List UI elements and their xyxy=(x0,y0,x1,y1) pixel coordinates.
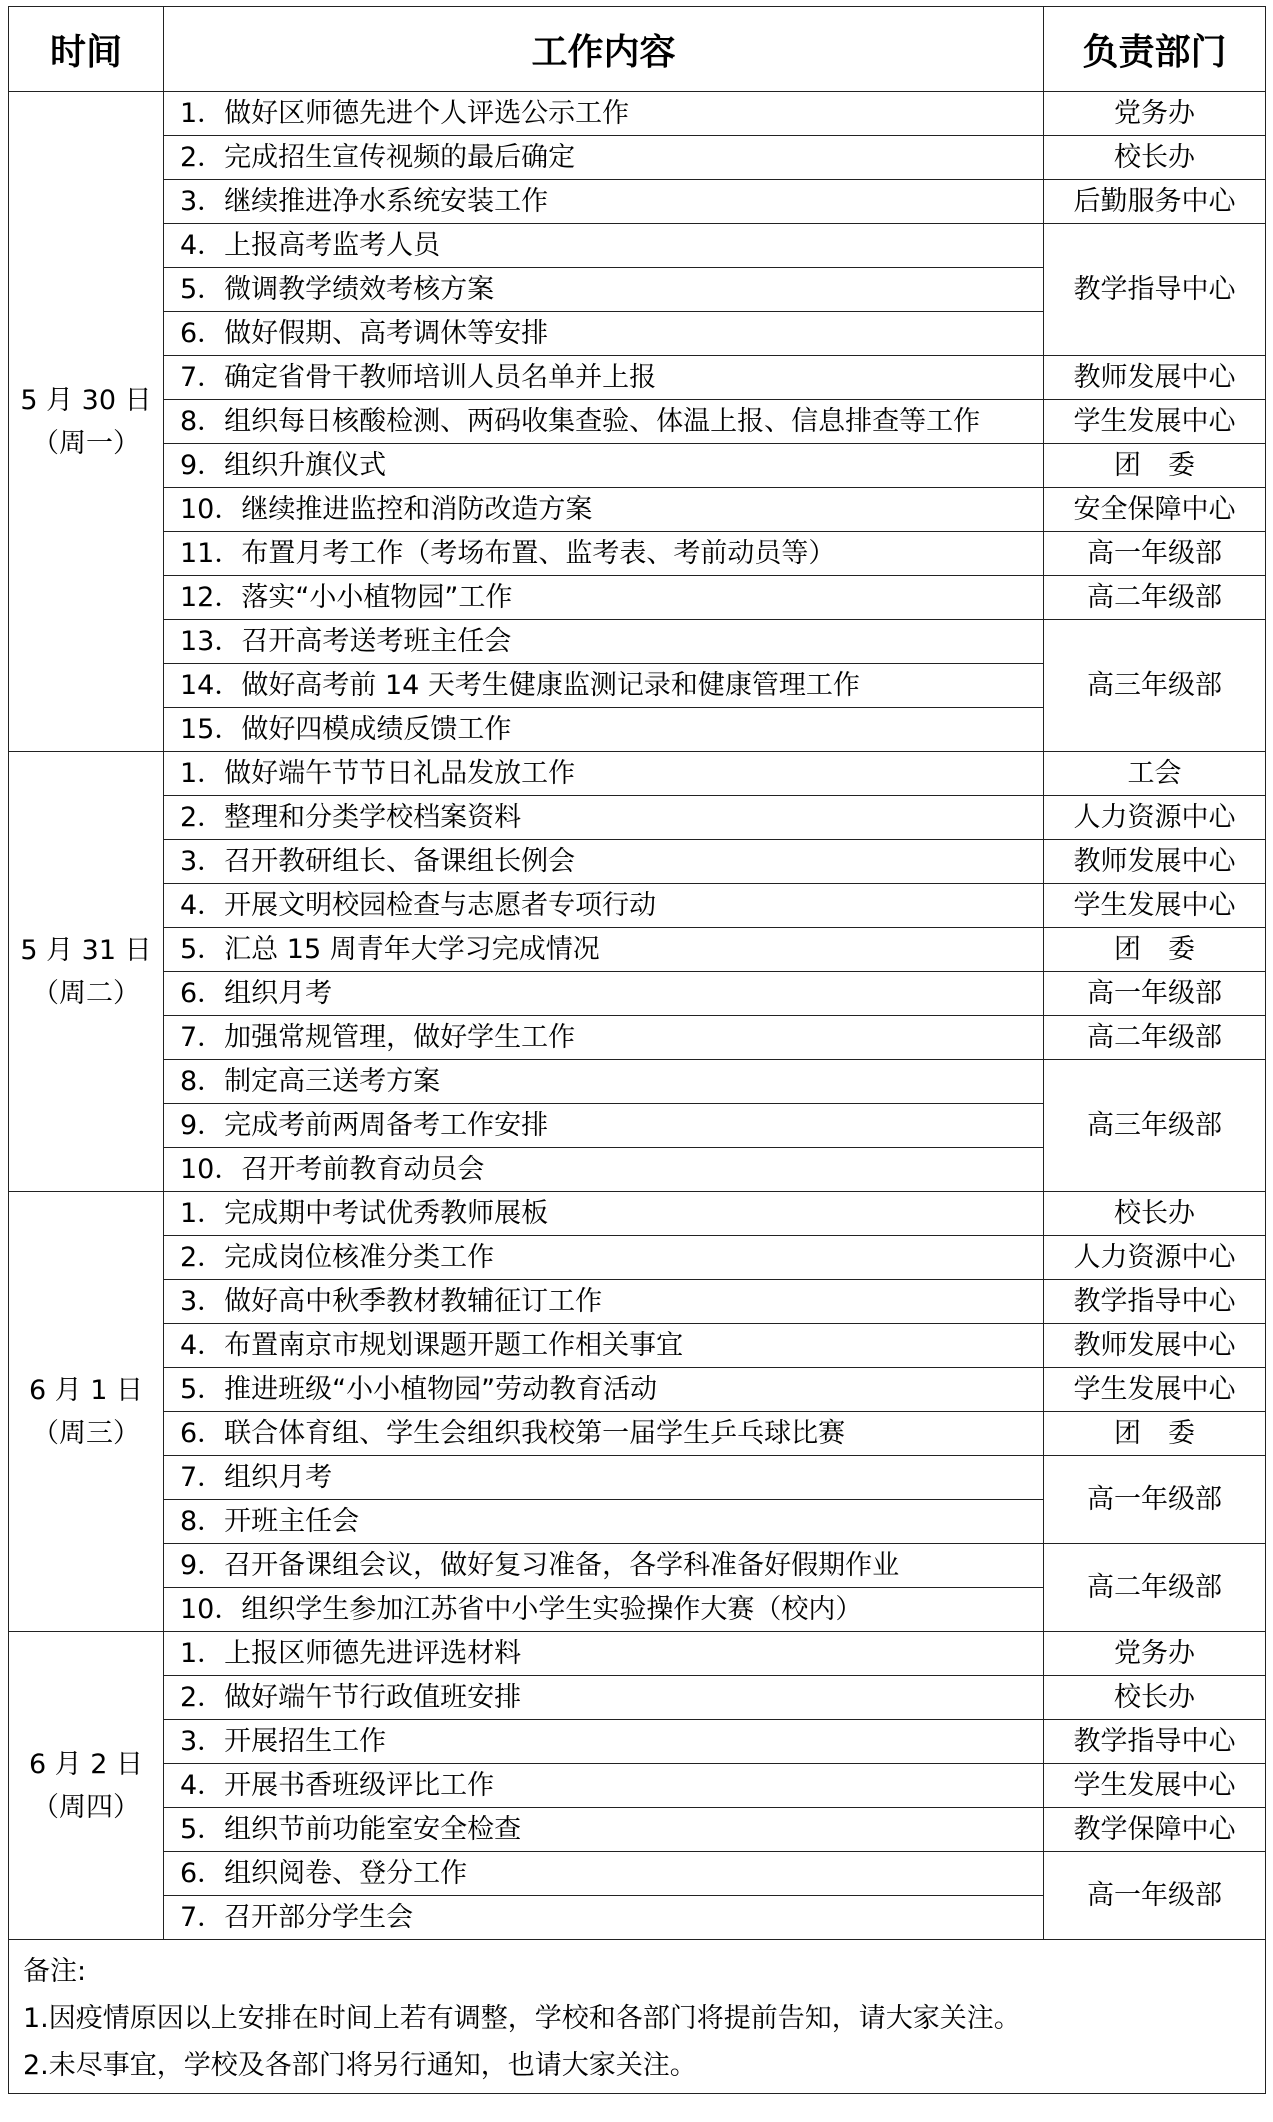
dept-cell: 教学指导中心 xyxy=(1044,1280,1266,1324)
dept-cell: 高二年级部 xyxy=(1044,576,1266,620)
task-cell: 1．上报区师德先进评选材料 xyxy=(164,1632,1044,1676)
dept-cell: 高二年级部 xyxy=(1044,1544,1266,1632)
task-cell: 5．微调教学绩效考核方案 xyxy=(164,268,1044,312)
notes-item-2: 2.未尽事宜，学校及各部门将另行通知，也请大家关注。 xyxy=(23,2050,697,2082)
table-row xyxy=(9,928,1266,972)
header-row xyxy=(9,7,1266,92)
dept-cell: 团 委 xyxy=(1044,1412,1266,1456)
table-row xyxy=(9,1720,1266,1764)
notes-cell xyxy=(9,1940,1266,2094)
table-row xyxy=(9,136,1266,180)
table-row xyxy=(9,1764,1266,1808)
dept-cell: 高三年级部 xyxy=(1044,1060,1266,1192)
task-cell: 1．完成期中考试优秀教师展板 xyxy=(164,1192,1044,1236)
task-cell: 7．召开部分学生会 xyxy=(164,1896,1044,1940)
task-cell: 4．开展文明校园检查与志愿者专项行动 xyxy=(164,884,1044,928)
task-cell: 4．上报高考监考人员 xyxy=(164,224,1044,268)
date-label: 6 月 2 日 xyxy=(28,1748,144,1780)
task-cell: 12．落实“小小植物园”工作 xyxy=(164,576,1044,620)
table-row xyxy=(9,1236,1266,1280)
task-cell: 10．组织学生参加江苏省中小学生实验操作大赛（校内） xyxy=(164,1588,1044,1632)
task-cell: 11．布置月考工作（考场布置、监考表、考前动员等） xyxy=(164,532,1044,576)
dept-cell: 高一年级部 xyxy=(1044,1456,1266,1544)
task-cell: 2．完成岗位核准分类工作 xyxy=(164,1236,1044,1280)
task-cell: 6．组织阅卷、登分工作 xyxy=(164,1852,1044,1896)
date-label: 5 月 30 日 xyxy=(20,384,152,416)
header-time: 时间 xyxy=(9,7,164,92)
weekday-label: （周四） xyxy=(32,1791,140,1823)
dept-cell: 高一年级部 xyxy=(1044,532,1266,576)
dept-cell: 教师发展中心 xyxy=(1044,840,1266,884)
dept-cell: 教学指导中心 xyxy=(1044,1720,1266,1764)
table-row xyxy=(9,796,1266,840)
task-cell: 3．召开教研组长、备课组长例会 xyxy=(164,840,1044,884)
table-row xyxy=(9,884,1266,928)
task-cell: 15．做好四模成绩反馈工作 xyxy=(164,708,1044,752)
date-cell xyxy=(9,1192,164,1632)
table-row xyxy=(9,1280,1266,1324)
task-cell: 9．召开备课组会议，做好复习准备，各学科准备好假期作业 xyxy=(164,1544,1044,1588)
weekday-label: （周一） xyxy=(32,427,140,459)
dept-cell: 工会 xyxy=(1044,752,1266,796)
weekday-label: （周二） xyxy=(32,977,140,1009)
dept-cell: 高三年级部 xyxy=(1044,620,1266,752)
task-cell: 4．开展书香班级评比工作 xyxy=(164,1764,1044,1808)
task-cell: 13．召开高考送考班主任会 xyxy=(164,620,1044,664)
dept-cell: 人力资源中心 xyxy=(1044,796,1266,840)
table-row xyxy=(9,444,1266,488)
table-row xyxy=(9,224,1266,268)
table-row xyxy=(9,1412,1266,1456)
table-row xyxy=(9,576,1266,620)
table-row xyxy=(9,1192,1266,1236)
dept-cell: 教学指导中心 xyxy=(1044,224,1266,356)
table-row xyxy=(9,1852,1266,1896)
date-cell xyxy=(9,1632,164,1940)
task-cell: 7．确定省骨干教师培训人员名单并上报 xyxy=(164,356,1044,400)
table-row xyxy=(9,488,1266,532)
task-cell: 3．继续推进净水系统安装工作 xyxy=(164,180,1044,224)
task-cell: 7．加强常规管理，做好学生工作 xyxy=(164,1016,1044,1060)
task-cell: 14．做好高考前 14 天考生健康监测记录和健康管理工作 xyxy=(164,664,1044,708)
notes-item-1: 1.因疫情原因以上安排在时间上若有调整，学校和各部门将提前告知，请大家关注。 xyxy=(23,2003,1021,2035)
dept-cell: 党务办 xyxy=(1044,92,1266,136)
dept-cell: 学生发展中心 xyxy=(1044,884,1266,928)
task-cell: 2．做好端午节行政值班安排 xyxy=(164,1676,1044,1720)
dept-cell: 教师发展中心 xyxy=(1044,1324,1266,1368)
dept-cell: 高一年级部 xyxy=(1044,1852,1266,1940)
dept-cell: 高二年级部 xyxy=(1044,1016,1266,1060)
dept-cell: 校长办 xyxy=(1044,1676,1266,1720)
task-cell: 4．布置南京市规划课题开题工作相关事宜 xyxy=(164,1324,1044,1368)
dept-cell: 学生发展中心 xyxy=(1044,400,1266,444)
dept-cell: 团 委 xyxy=(1044,444,1266,488)
dept-cell: 校长办 xyxy=(1044,1192,1266,1236)
dept-cell: 学生发展中心 xyxy=(1044,1368,1266,1412)
table-row xyxy=(9,532,1266,576)
task-cell: 5．汇总 15 周青年大学习完成情况 xyxy=(164,928,1044,972)
task-cell: 8．开班主任会 xyxy=(164,1500,1044,1544)
date-cell xyxy=(9,752,164,1192)
task-cell: 10．召开考前教育动员会 xyxy=(164,1148,1044,1192)
task-cell: 3．开展招生工作 xyxy=(164,1720,1044,1764)
table-row xyxy=(9,1808,1266,1852)
dept-cell: 校长办 xyxy=(1044,136,1266,180)
date-cell xyxy=(9,92,164,752)
dept-cell: 安全保障中心 xyxy=(1044,488,1266,532)
task-cell: 10．继续推进监控和消防改造方案 xyxy=(164,488,1044,532)
weekday-label: （周三） xyxy=(32,1417,140,1449)
table-row xyxy=(9,972,1266,1016)
date-label: 5 月 31 日 xyxy=(20,934,152,966)
table-row xyxy=(9,1632,1266,1676)
dept-cell: 高一年级部 xyxy=(1044,972,1266,1016)
task-cell: 3．做好高中秋季教材教辅征订工作 xyxy=(164,1280,1044,1324)
task-cell: 9．完成考前两周备考工作安排 xyxy=(164,1104,1044,1148)
table-row xyxy=(9,1544,1266,1588)
table-row xyxy=(9,1324,1266,1368)
schedule-table xyxy=(8,6,1266,2094)
table-row xyxy=(9,180,1266,224)
task-cell: 8．制定高三送考方案 xyxy=(164,1060,1044,1104)
task-cell: 7．组织月考 xyxy=(164,1456,1044,1500)
table-row xyxy=(9,840,1266,884)
table-row xyxy=(9,400,1266,444)
table-row xyxy=(9,1060,1266,1104)
task-cell: 5．推进班级“小小植物园”劳动教育活动 xyxy=(164,1368,1044,1412)
notes-title: 备注: xyxy=(23,1956,87,1987)
task-cell: 8．组织每日核酸检测、两码收集查验、体温上报、信息排查等工作 xyxy=(164,400,1044,444)
table-row xyxy=(9,1676,1266,1720)
date-label: 6 月 1 日 xyxy=(28,1374,144,1406)
dept-cell: 团 委 xyxy=(1044,928,1266,972)
dept-cell: 教学保障中心 xyxy=(1044,1808,1266,1852)
table-row xyxy=(9,1016,1266,1060)
dept-cell: 党务办 xyxy=(1044,1632,1266,1676)
table-row xyxy=(9,752,1266,796)
header-content: 工作内容 xyxy=(164,7,1044,92)
table-row xyxy=(9,1456,1266,1500)
table-row xyxy=(9,356,1266,400)
task-cell: 1．做好端午节节日礼品发放工作 xyxy=(164,752,1044,796)
task-cell: 6．组织月考 xyxy=(164,972,1044,1016)
task-cell: 2．完成招生宣传视频的最后确定 xyxy=(164,136,1044,180)
table-row xyxy=(9,620,1266,664)
dept-cell: 人力资源中心 xyxy=(1044,1236,1266,1280)
dept-cell: 后勤服务中心 xyxy=(1044,180,1266,224)
task-cell: 2．整理和分类学校档案资料 xyxy=(164,796,1044,840)
task-cell: 1．做好区师德先进个人评选公示工作 xyxy=(164,92,1044,136)
task-cell: 6．联合体育组、学生会组织我校第一届学生乒乓球比赛 xyxy=(164,1412,1044,1456)
notes-row xyxy=(9,1940,1266,2094)
dept-cell: 学生发展中心 xyxy=(1044,1764,1266,1808)
task-cell: 6．做好假期、高考调休等安排 xyxy=(164,312,1044,356)
task-cell: 5．组织节前功能室安全检查 xyxy=(164,1808,1044,1852)
table-row xyxy=(9,1368,1266,1412)
schedule-body xyxy=(9,92,1266,1940)
dept-cell: 教师发展中心 xyxy=(1044,356,1266,400)
table-row xyxy=(9,92,1266,136)
header-dept: 负责部门 xyxy=(1044,7,1266,92)
task-cell: 9．组织升旗仪式 xyxy=(164,444,1044,488)
